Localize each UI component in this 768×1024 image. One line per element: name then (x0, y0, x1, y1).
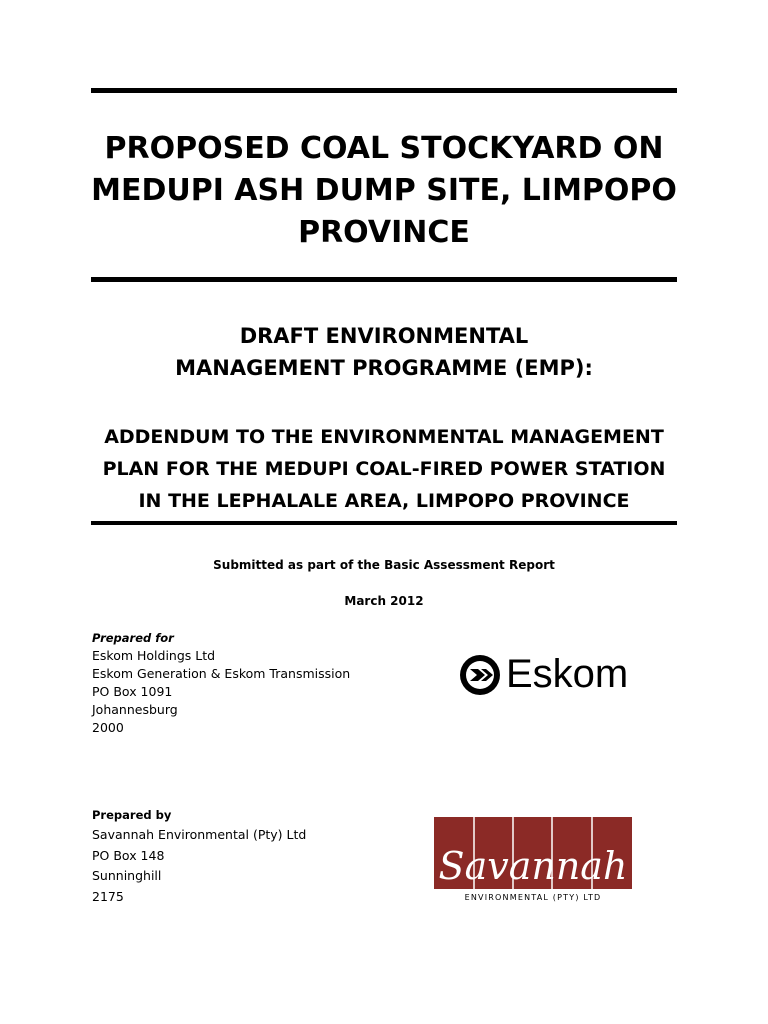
subtitle-line: MANAGEMENT PROGRAMME (EMP): (175, 356, 593, 380)
savannah-wordmark: Savannah (438, 844, 628, 888)
addendum-heading (91, 421, 677, 517)
address-line: Eskom Generation & Eskom Transmission (92, 666, 351, 681)
address-line: Savannah Environmental (Pty) Ltd (92, 827, 307, 842)
prepared-for-block (92, 629, 350, 737)
savannah-tagline: ENVIRONMENTAL (PTY) LTD (464, 893, 602, 902)
addendum-line: ADDENDUM TO THE ENVIRONMENTAL MANAGEMENT (104, 426, 664, 448)
top-rule (91, 88, 677, 93)
document-date: March 2012 (344, 594, 424, 608)
savannah-logo (434, 817, 632, 903)
prepared-by-heading: Prepared by (92, 808, 172, 822)
title-rule (91, 277, 677, 282)
prepared-by-block (92, 806, 306, 906)
address-line: Sunninghill (92, 868, 162, 883)
address-line: Eskom Holdings Ltd (92, 648, 216, 663)
address-line: PO Box 148 (92, 847, 165, 863)
title-line: PROPOSED COAL STOCKYARD ON (104, 131, 664, 166)
address-line: Johannesburg (92, 702, 178, 717)
document-subtitle (91, 320, 677, 384)
address-line: 2000 (92, 720, 124, 735)
address-line: 2175 (92, 888, 124, 904)
address-line: PO Box 1091 (92, 684, 173, 699)
eskom-logo (440, 642, 662, 706)
addendum-rule (91, 521, 677, 525)
addendum-line: IN THE LEPHALALE AREA, LIMPOPO PROVINCE (138, 490, 630, 512)
title-line: PROVINCE (298, 215, 470, 250)
document-title (91, 128, 677, 254)
subtitle-line: DRAFT ENVIRONMENTAL (239, 324, 529, 348)
submitted-note: Submitted as part of the Basic Assessment Report (213, 558, 555, 572)
eskom-wordmark: Eskom (506, 652, 629, 696)
title-line: MEDUPI ASH DUMP SITE, LIMPOPO (91, 173, 677, 208)
addendum-line: PLAN FOR THE MEDUPI COAL-FIRED POWER STATION (102, 458, 666, 480)
prepared-for-heading: Prepared for (92, 631, 174, 645)
